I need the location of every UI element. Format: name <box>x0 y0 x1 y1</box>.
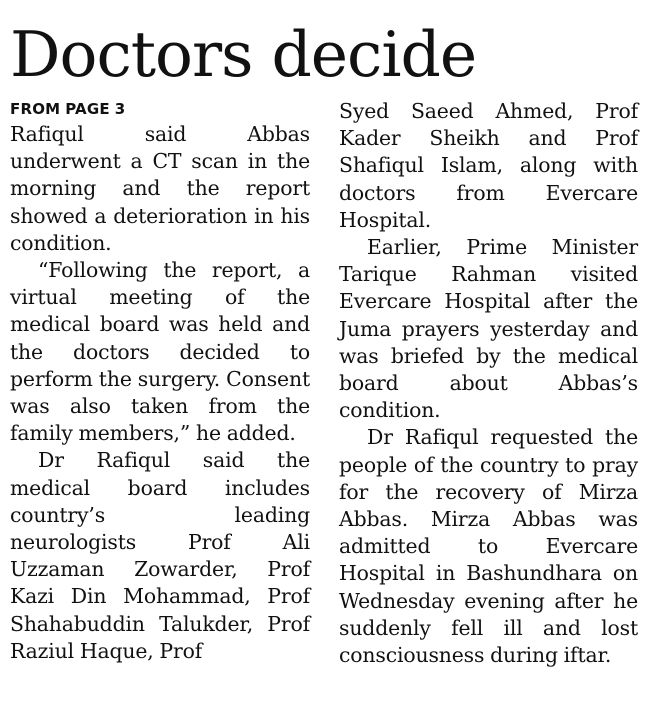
paragraph: “Following the report, a virtual meeting of the medical board was held and the doctors decided to perform the surgery. Consent was also taken from the family members,” he added. <box>10 258 310 446</box>
paragraph: Dr Rafiqul said the medical board includes country’s leading neurologists Prof Ali Uzzaman Zowarder, Prof Kazi Din Mohammad, Prof Shahabuddin Talukder, Prof Raziul Haque, Prof <box>10 448 310 663</box>
article-column-right <box>339 98 638 669</box>
paragraph: Dr Rafiqul requested the people of the country to pray for the recovery of Mirza Abbas. Mirza Abbas was admitted to Evercare Hospital in Bashundhara on Wednesday evening after he suddenly fell ill and lost consciousness during iftar. <box>339 425 638 668</box>
article-column-left <box>10 98 310 665</box>
paragraph: Syed Saeed Ahmed, Prof Kader Sheikh and Prof Shafiqul Islam, along with doctors from Evercare Hospital. <box>339 99 638 232</box>
continuation-kicker: FROM PAGE 3 <box>10 100 126 118</box>
headline: Doctors decide <box>10 18 477 91</box>
paragraph: Rafiqul said Abbas underwent a CT scan in the morning and the report showed a deterioration in his condition. <box>10 122 310 255</box>
paragraph: Earlier, Prime Minister Tarique Rahman visited Evercare Hospital after the Juma prayers yesterday and was briefed by the medical board about Abbas’s condition. <box>339 235 638 423</box>
